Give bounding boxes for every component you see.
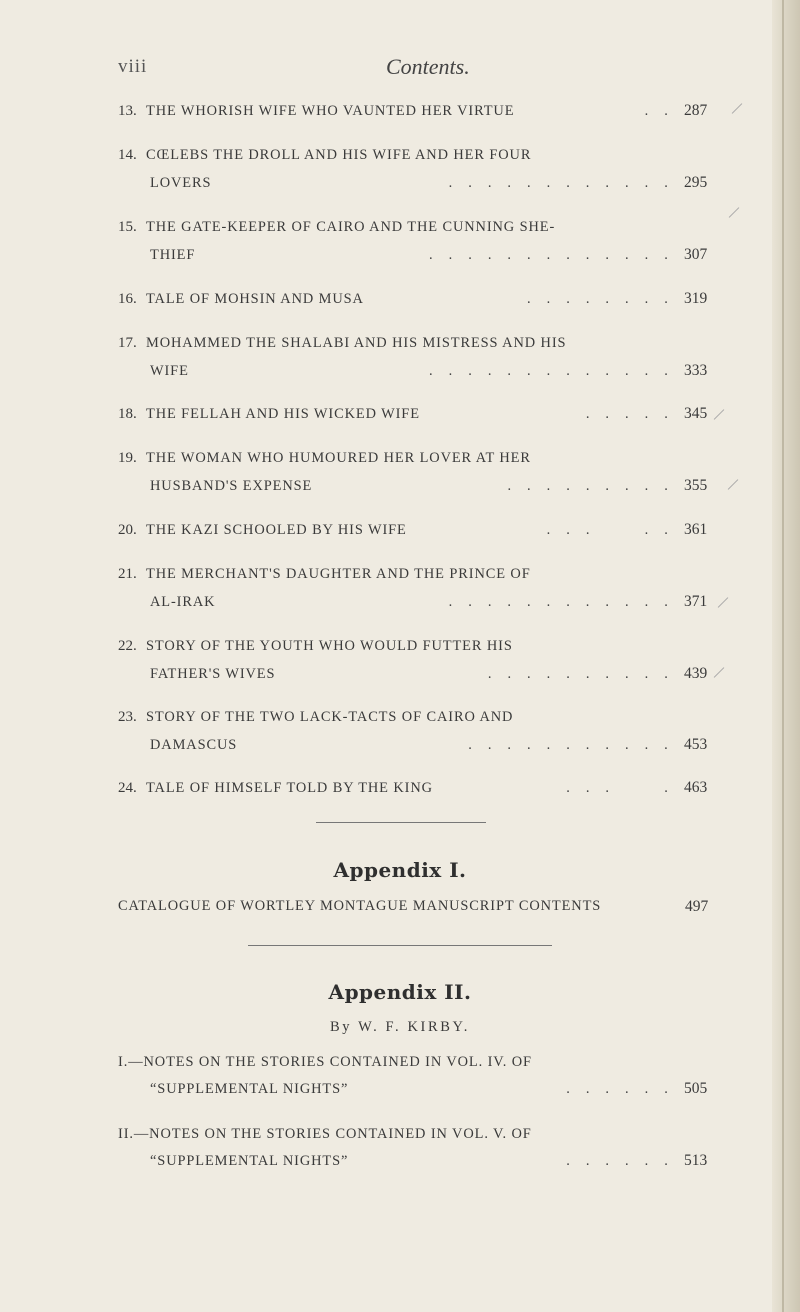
entry-title-continued: DAMASCUS (150, 737, 238, 753)
entry-title: STORY OF THE YOUTH WHO WOULD FUTTER HIS (146, 638, 513, 654)
page-header (118, 56, 638, 86)
entry-number: 13. (118, 103, 137, 119)
entry-number: 23. (118, 709, 137, 725)
entry-title-continued: THIEF (150, 247, 196, 263)
leader-dots: . . . . . . . . . . (487, 666, 674, 682)
entry-title-continued: AL-IRAK (150, 594, 216, 610)
entry-title: CŒLEBS THE DROLL AND HIS WIFE AND HER FOUR (146, 147, 532, 163)
page-number: 307 (684, 246, 708, 263)
entry-title: THE WHORISH WIFE WHO VAUNTED HER VIRTUE (146, 103, 515, 119)
page-number: 505 (684, 1080, 708, 1097)
toc-entry (118, 217, 728, 265)
pencil-mark (732, 103, 743, 114)
entry-number: 21. (118, 566, 137, 582)
entry-number: 17. (118, 335, 137, 351)
leader-dots: . . . . . . (566, 1081, 674, 1097)
page-number: 453 (684, 736, 708, 753)
entry-title: TALE OF HIMSELF TOLD BY THE KING (146, 780, 433, 796)
entry-title: THE WOMAN WHO HUMOURED HER LOVER AT HER (146, 450, 531, 466)
appendix-2-note (118, 1124, 728, 1171)
leader-dots: . . (644, 103, 674, 119)
entry-title: STORY OF THE TWO LACK-TACTS OF CAIRO AND (146, 709, 514, 725)
entry-number: 20. (118, 522, 137, 538)
running-head: Contents. (386, 54, 470, 79)
leader-dots: . . . . . . . . . . . . (448, 594, 674, 610)
entry-number: 19. (118, 450, 137, 466)
leader-dots: . . . . . . (566, 1153, 674, 1169)
page-number: 497 (685, 898, 709, 915)
toc-entry (118, 101, 728, 121)
page-number: 439 (684, 665, 708, 682)
appendix-1-title: CATALOGUE OF WORTLEY MONTAGUE MANUSCRIPT CONTENTS (118, 898, 602, 914)
note-title-continued: “SUPPLEMENTAL NIGHTS” (150, 1153, 349, 1169)
leader-dots: . . . . . . . . . . . . . (429, 247, 674, 263)
entry-title-continued: WIFE (150, 363, 189, 379)
appendix-2-note (118, 1052, 728, 1099)
section-rule (248, 945, 552, 946)
page-number: 361 (684, 521, 708, 538)
entry-title: MOHAMMED THE SHALABI AND HIS MISTRESS AND HIS (146, 335, 567, 351)
page-number: 355 (684, 477, 708, 494)
pencil-mark (729, 207, 740, 218)
section-rule (316, 822, 486, 823)
leader-dots: . . . . . . . . . (507, 478, 674, 494)
appendix-1-heading: Appendix I. (333, 858, 467, 882)
leader-dots: . . . . . . . . . . . (468, 737, 674, 753)
page-number: 287 (684, 102, 708, 119)
leader-dots: . . . . . . . . (527, 291, 674, 307)
page-number: 333 (684, 362, 708, 379)
entry-title: THE FELLAH AND HIS WICKED WIFE (146, 406, 420, 422)
entry-title-continued: HUSBAND'S EXPENSE (150, 478, 313, 494)
entry-title-continued: FATHER'S WIVES (150, 666, 276, 682)
entry-number: 15. (118, 219, 137, 235)
appendix-2-heading: Appendix II. (328, 980, 472, 1004)
toc-entry (118, 520, 728, 540)
toc-entry (118, 707, 728, 755)
appendix-1-entry (118, 898, 728, 915)
toc-entry (118, 289, 728, 309)
toc-entry (118, 333, 728, 381)
entry-title: THE KAZI SCHOOLED BY HIS WIFE (146, 522, 407, 538)
page-number: 513 (684, 1152, 708, 1169)
page-edge (772, 0, 800, 1312)
toc-entry (118, 778, 728, 798)
entry-number: 22. (118, 638, 137, 654)
entry-title: THE GATE-KEEPER OF CAIRO AND THE CUNNING SHE- (146, 219, 556, 235)
entry-number: 16. (118, 291, 137, 307)
folio: viii (118, 56, 148, 77)
page-number: 463 (684, 779, 708, 796)
page-number: 345 (684, 405, 708, 422)
entry-number: 18. (118, 406, 137, 422)
note-title-continued: “SUPPLEMENTAL NIGHTS” (150, 1081, 349, 1097)
toc-entry (118, 404, 728, 424)
toc-entry (118, 636, 728, 684)
pencil-mark (728, 479, 739, 490)
leader-dots: . . . . . . . . . . . . (448, 175, 674, 191)
leader-dots: . . . . . (585, 406, 674, 422)
toc-entry (118, 145, 728, 193)
leader-dots: . . . . (566, 780, 674, 796)
toc-entry (118, 448, 728, 496)
entry-title-continued: LOVERS (150, 175, 212, 191)
note-title: I.—NOTES ON THE STORIES CONTAINED IN VOL. IV. OF (118, 1054, 532, 1070)
entry-number: 14. (118, 147, 137, 163)
entry-number: 24. (118, 780, 137, 796)
byline: By W. F. KIRBY. (330, 1019, 470, 1035)
toc-entry (118, 564, 728, 612)
entry-title: TALE OF MOHSIN AND MUSA (146, 291, 364, 307)
page-number: 295 (684, 174, 708, 191)
page-number: 319 (684, 290, 708, 307)
page-number: 371 (684, 593, 708, 610)
leader-dots: . . . . . (546, 522, 674, 538)
note-title: II.—NOTES ON THE STORIES CONTAINED IN VOL. V. OF (118, 1126, 532, 1142)
entry-title: THE MERCHANT'S DAUGHTER AND THE PRINCE OF (146, 566, 531, 582)
leader-dots: . . . . . . . . . . . . . (429, 363, 674, 379)
